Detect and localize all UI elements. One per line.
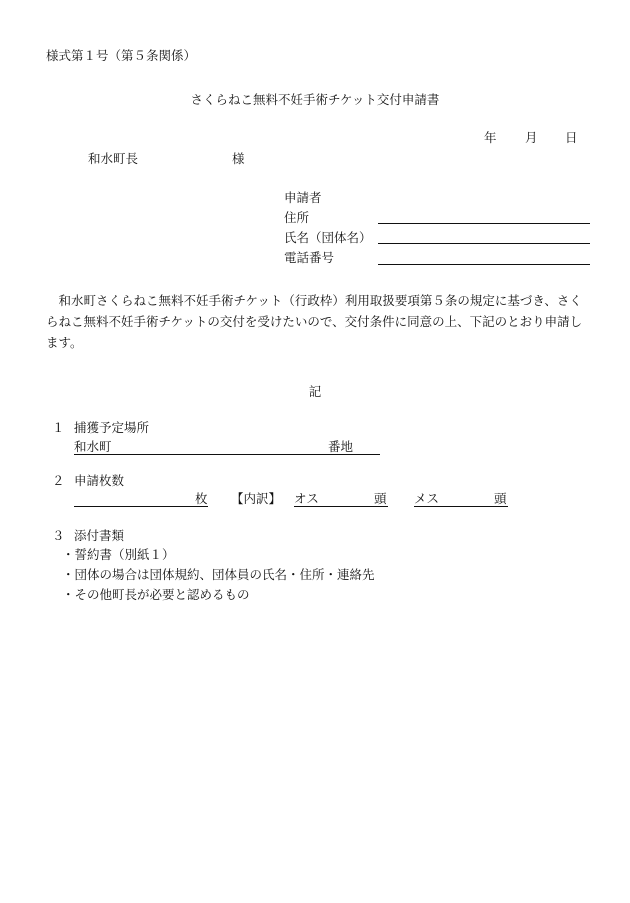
count-breakdown: 【内訳】 <box>231 491 282 506</box>
capture-town: 和水町 <box>74 439 112 454</box>
date-day: 日 <box>565 130 578 145</box>
item3-number: ３ <box>52 528 65 543</box>
count-field[interactable] <box>74 506 208 507</box>
item2-label: 申請枚数 <box>74 473 125 488</box>
form-title: さくらねこ無料不妊手術チケット交付申請書 <box>190 92 440 107</box>
attachment-item: ・誓約書（別紙１） <box>62 547 175 562</box>
female-count-field[interactable] <box>414 506 508 507</box>
name-label: 氏名（団体名） <box>284 230 372 245</box>
female-head: 頭 <box>494 491 507 506</box>
applicant-heading: 申請者 <box>284 190 322 205</box>
address-label: 住所 <box>284 210 310 225</box>
attachment-item: ・団体の場合は団体規約、団体員の氏名・住所・連絡先 <box>62 567 375 582</box>
attachment-item: ・その他町長が必要と認めるもの <box>62 587 250 602</box>
ki-heading: 記 <box>308 384 322 399</box>
male-head: 頭 <box>374 491 387 506</box>
date-month: 月 <box>525 130 538 145</box>
item1-label: 捕獲予定場所 <box>74 420 150 435</box>
date-year: 年 <box>484 130 497 145</box>
addressee-honorific: 様 <box>232 151 245 166</box>
count-unit: 枚 <box>195 491 208 506</box>
male-count-field[interactable] <box>294 506 388 507</box>
address-field[interactable] <box>378 223 590 224</box>
capture-location-field[interactable] <box>74 454 380 455</box>
item2-number: ２ <box>52 473 65 488</box>
form-number: 様式第１号（第５条関係） <box>46 48 197 63</box>
male-label: オス <box>294 491 319 506</box>
addressee-name: 和水町長 <box>88 151 139 166</box>
female-label: メス <box>414 491 440 506</box>
phone-label: 電話番号 <box>284 250 335 265</box>
phone-field[interactable] <box>378 264 590 265</box>
name-field[interactable] <box>378 243 590 244</box>
item3-label: 添付書類 <box>74 528 125 543</box>
body-paragraph: 和水町さくらねこ無料不妊手術チケット（行政枠）利用取扱要項第５条の規定に基づき、さくらねこ無料不妊手術チケットの交付を受けたいので、交付条件に同意の上、下記のとおり申請します。 <box>46 293 583 350</box>
capture-banchi: 番地 <box>328 439 354 454</box>
item1-number: １ <box>52 420 65 435</box>
